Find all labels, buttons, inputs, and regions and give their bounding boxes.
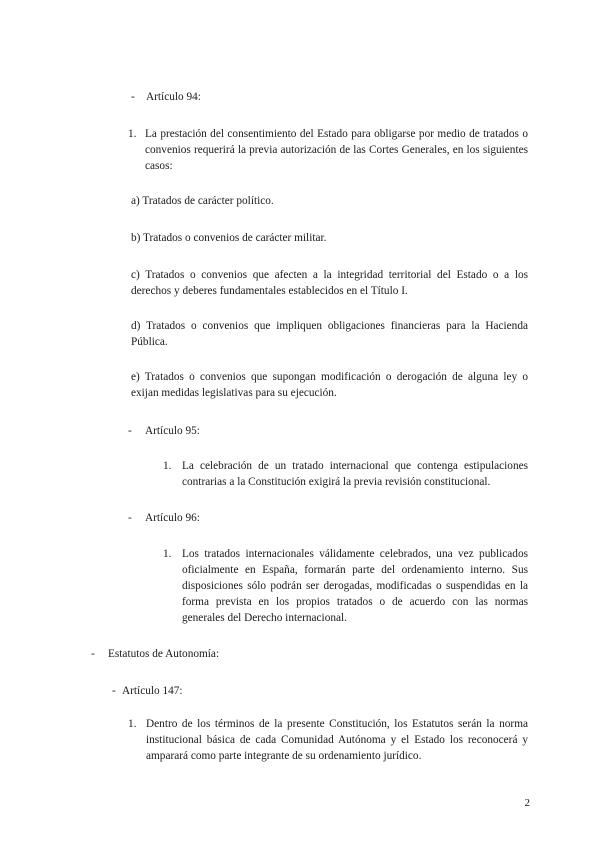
estatutos-heading: Estatutos de Autonomía: <box>108 648 220 660</box>
art95-item-text: La celebración de un tratado internacional que contenga estipulaciones contrarias a la Constitución exigirá la previa revisión constitucional. <box>182 460 528 488</box>
art94-item-number: 1. <box>128 128 137 140</box>
art95-dash: - <box>128 425 132 437</box>
art147-heading: Artículo 147: <box>122 685 183 697</box>
art94-case-c: c) Tratados o convenios que afecten a la integridad territorial del Estado o a los derechos y deberes fundamentales establecidos en el Título I. <box>131 269 528 297</box>
art94-heading: Artículo 94: <box>146 91 201 103</box>
art94-case-e: e) Tratados o convenios que supongan modificación o derogación de alguna ley o exijan medidas legislativas para su ejecución. <box>131 371 528 399</box>
art147-item-number: 1. <box>128 718 137 730</box>
art96-heading: Artículo 96: <box>145 512 200 524</box>
art95-heading: Artículo 95: <box>145 425 200 437</box>
art94-dash: - <box>131 91 135 103</box>
art147-item-text: Dentro de los términos de la presente Constitución, los Estatutos serán la norma institucional básica de cada Comunidad Autónoma y el Estado los reconocerá y amparará como parte integrante de su ordenamiento jurídico. <box>146 718 528 762</box>
art94-case-a: a) Tratados de carácter político. <box>131 195 274 207</box>
art147-dash: - <box>112 685 116 697</box>
art94-item-text: La prestación del consentimiento del Estado para obligarse por medio de tratados o convenios requerirá la previa autorización de las Cortes Generales, en los siguientes casos: <box>145 128 528 172</box>
art96-dash: - <box>128 512 132 524</box>
art94-case-d: d) Tratados o convenios que impliquen obligaciones financieras para la Hacienda Pública. <box>131 320 528 348</box>
art95-item-number: 1. <box>163 460 172 472</box>
estatutos-dash: - <box>91 648 95 660</box>
art96-item-number: 1. <box>163 548 172 560</box>
art94-case-b: b) Tratados o convenios de carácter militar. <box>131 232 327 244</box>
art96-item-text: Los tratados internacionales válidamente celebrados, una vez publicados oficialmente en España, formarán parte del ordenamiento interno. Sus disposiciones sólo podrán ser derogadas, modificadas o suspendidas en la forma prevista en los propios tratados o de acuerdo con las normas generales del Derecho internacional. <box>182 548 528 624</box>
page-number: 2 <box>524 797 530 809</box>
